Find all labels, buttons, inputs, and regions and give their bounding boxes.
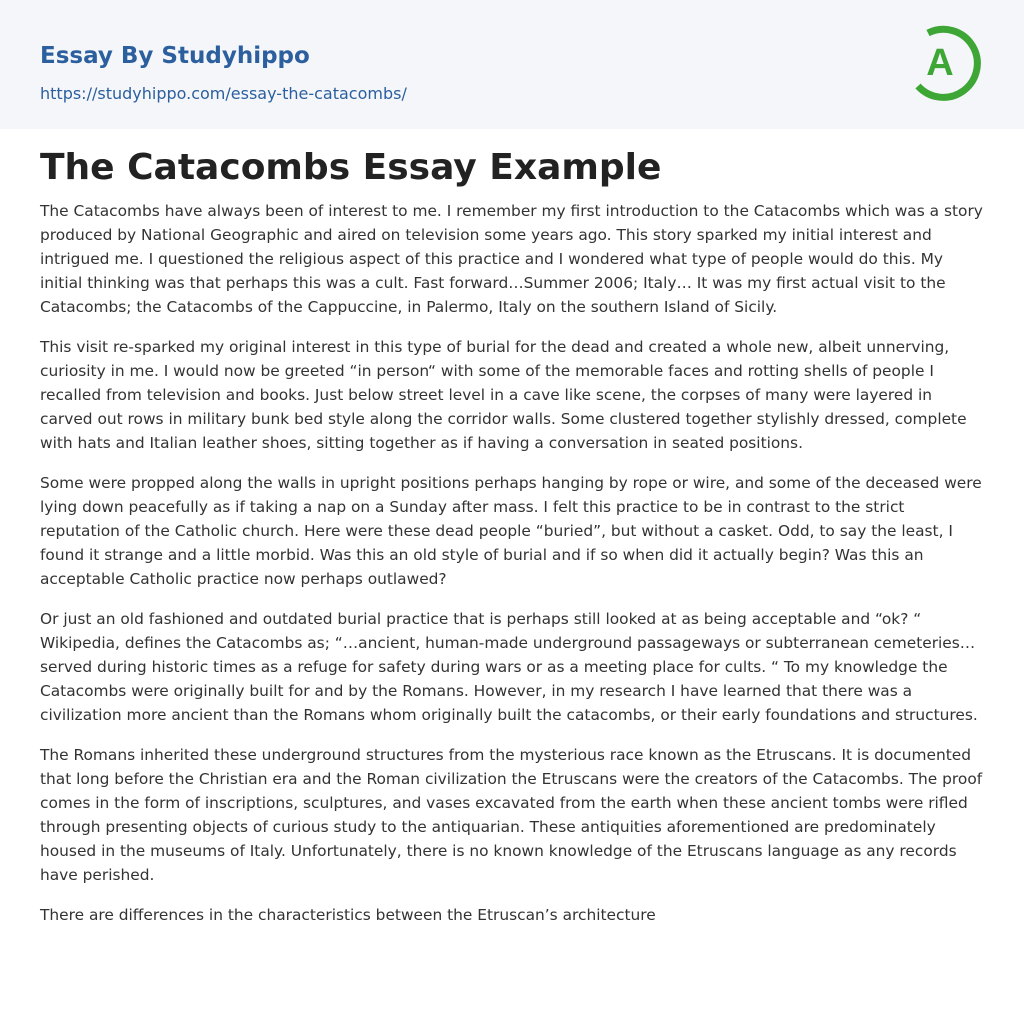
- studyhippo-logo-icon[interactable]: [912, 19, 986, 105]
- page-url-link[interactable]: https://studyhippo.com/essay-the-catacombs/: [40, 84, 407, 103]
- logo-letter: A: [926, 42, 954, 84]
- site-header: [0, 0, 1024, 129]
- article-paragraph: The Romans inherited these underground structures from the mysterious race known as the Etruscans. It is documented that long before the Christian era and the Roman civilization the Etruscans were the creators of the Catacombs. The proof comes in the form of inscriptions, sculptures, and vases excavated from the earth when these ancient tombs were rifled through presenting objects of curious study to the antiquarian. These antiquities aforementioned are predominately housed in the museums of Italy. Unfortunately, there is no known knowledge of the Etruscans language as any records have perished.: [40, 746, 983, 884]
- article-paragraph: Some were propped along the walls in upright positions perhaps hanging by rope or wire, and some of the deceased were lying down peacefully as if taking a nap on a Sunday after mass. I felt this practice to be in contrast to the strict reputation of the Catholic church. Here were these dead people “buried”, but without a casket. Odd, to say the least, I found it strange and a little morbid. Was this an old style of burial and if so when did it actually begin? Was this an acceptable Catholic practice now perhaps outlawed?: [40, 474, 982, 588]
- article-content: [40, 144, 986, 943]
- page-title: The Catacombs Essay Example: [40, 147, 662, 188]
- article-paragraph: The Catacombs have always been of interest to me. I remember my first introduction to the Catacombs which was a story produced by National Geographic and aired on television some years ago. This story sparked my initial interest and intrigued me. I questioned the religious aspect of this practice and I wondered what type of people would do this. My initial thinking was that perhaps this was a cult. Fast forward…Summer 2006; Italy… It was my first actual visit to the Catacombs; the Catacombs of the Cappuccine, in Palermo, Italy on the southern Island of Sicily.: [40, 202, 983, 316]
- article-paragraph: This visit re-sparked my original interest in this type of burial for the dead and created a whole new, albeit unnerving, curiosity in me. I would now be greeted “in person“ with some of the memorable faces and rotting shells of people I recalled from television and books. Just below street level in a cave like scene, the corpses of many were layered in carved out rows in military bunk bed style along the corridor walls. Some clustered together stylishly dressed, complete with hats and Italian leather shoes, sitting together as if having a conversation in seated positions.: [40, 338, 967, 452]
- article-paragraph: Or just an old fashioned and outdated burial practice that is perhaps still looked at as being acceptable and “ok? “ Wikipedia, defines the Catacombs as; “…ancient, human-made underground passageways or subterranean cemeteries…served during historic times as a refuge for safety during wars or as a meeting place for cults. “ To my knowledge the Catacombs were originally built for and by the Romans. However, in my research I have learned that there was a civilization more ancient than the Romans whom originally built the catacombs, or their early foundations and structures.: [40, 610, 978, 724]
- article-paragraph: There are differences in the characteristics between the Etruscan’s architecture: [40, 906, 656, 924]
- site-title[interactable]: Essay By Studyhippo: [40, 43, 310, 69]
